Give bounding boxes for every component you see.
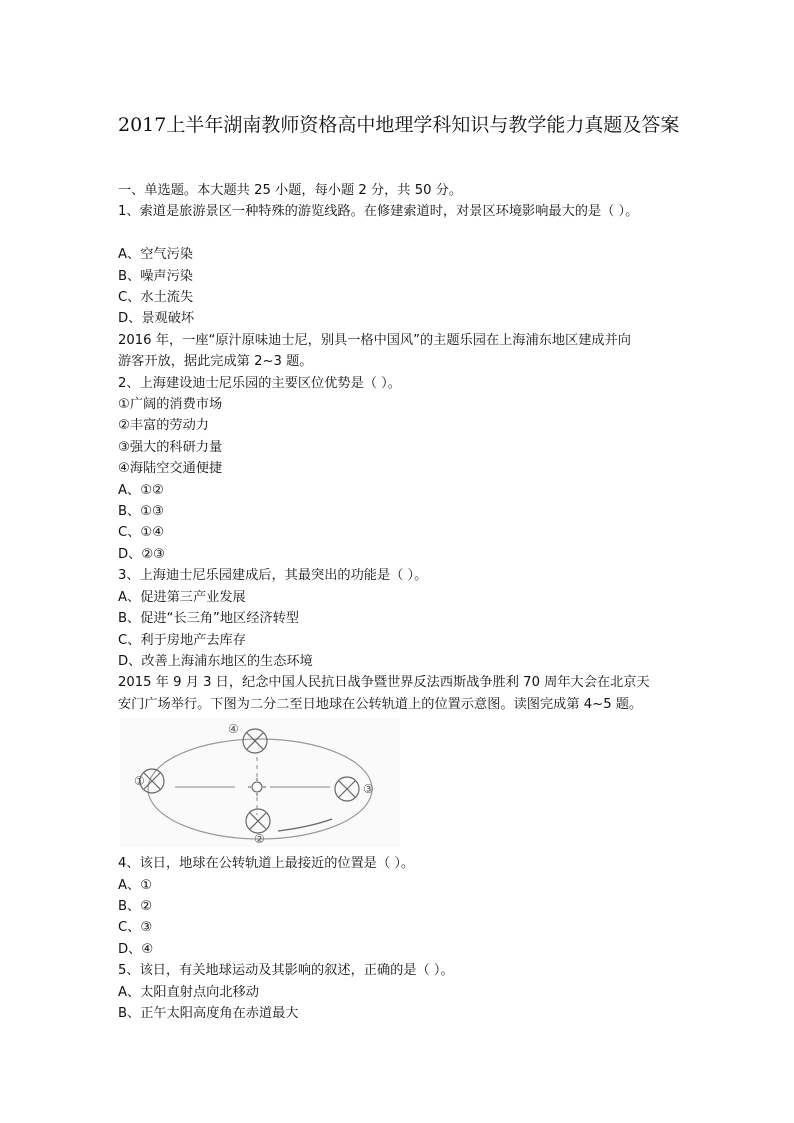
question-2: 2、上海建设迪士尼乐园的主要区位优势是（ ）。 [118, 375, 401, 391]
orbit-ellipse [148, 739, 372, 839]
label-2: ② [254, 832, 265, 847]
option: D、景观破坏 [118, 311, 195, 327]
option: A、① [118, 877, 153, 893]
option: A、太阳直射点向北移动 [118, 984, 259, 1000]
option: D、④ [118, 941, 154, 957]
direction-arrow [278, 819, 332, 831]
option: B、噪声污染 [118, 268, 193, 284]
option: B、② [118, 898, 153, 914]
option: B、正午太阳高度角在赤道最大 [118, 1005, 299, 1021]
option: C、利于房地产去库存 [118, 632, 246, 648]
earth-position-2 [246, 809, 270, 833]
option: A、促进第三产业发展 [118, 589, 246, 605]
option: A、空气污染 [118, 247, 193, 263]
statement: ①广阔的消费市场 [118, 397, 223, 413]
earth-position-4 [243, 729, 267, 753]
option: B、促进“长三角”地区经济转型 [118, 611, 299, 627]
earth-orbit-figure [120, 719, 400, 847]
option: B、①③ [118, 504, 164, 520]
option: C、①④ [118, 525, 165, 541]
option: C、水土流失 [118, 290, 194, 306]
document-title: 2017上半年湖南教师资格高中地理学科知识与教学能力真题及答案 [118, 114, 680, 136]
passage: 2015 年 9 月 3 日，纪念中国人民抗日战争暨世界反法西斯战争胜利 70 周年大会在北京天 [118, 675, 650, 691]
statement: ③强大的科研力量 [118, 439, 223, 455]
passage: 安门广场举行。下图为二分二至日地球在公转轨道上的位置示意图。读图完成第 4~5 题。 [118, 696, 643, 712]
question-3: 3、上海迪士尼乐园建成后，其最突出的功能是（ ）。 [118, 568, 428, 584]
label-1: ① [134, 774, 145, 789]
option: D、②③ [118, 546, 165, 562]
question-4: 4、该日，地球在公转轨道上最接近的位置是（ ）。 [118, 856, 415, 872]
sun-icon [248, 778, 266, 796]
label-4: ④ [228, 722, 239, 737]
option: D、改善上海浦东地区的生态环境 [118, 653, 313, 669]
statement: ②丰富的劳动力 [118, 418, 209, 434]
option: A、①② [118, 482, 164, 498]
passage: 游客开放，据此完成第 2~3 题。 [118, 354, 313, 370]
passage: 2016 年，一座“原汁原味迪士尼，别具一格中国风”的主题乐园在上海浦东地区建成并向 [118, 332, 631, 348]
statement: ④海陆空交通便捷 [118, 461, 223, 477]
question-5: 5、该日，有关地球运动及其影响的叙述，正确的是（ ）。 [118, 963, 454, 979]
question-1: 1、索道是旅游景区一种特殊的游览线路。在修建索道时，对景区环境影响最大的是（ ）。 [118, 204, 639, 220]
earth-position-3 [335, 777, 359, 801]
option: C、③ [118, 920, 153, 936]
document-body [118, 180, 698, 1024]
section-heading: 一、单选题。本大题共 25 小题，每小题 2 分，共 50 分。 [118, 183, 463, 198]
label-3: ③ [363, 782, 374, 797]
